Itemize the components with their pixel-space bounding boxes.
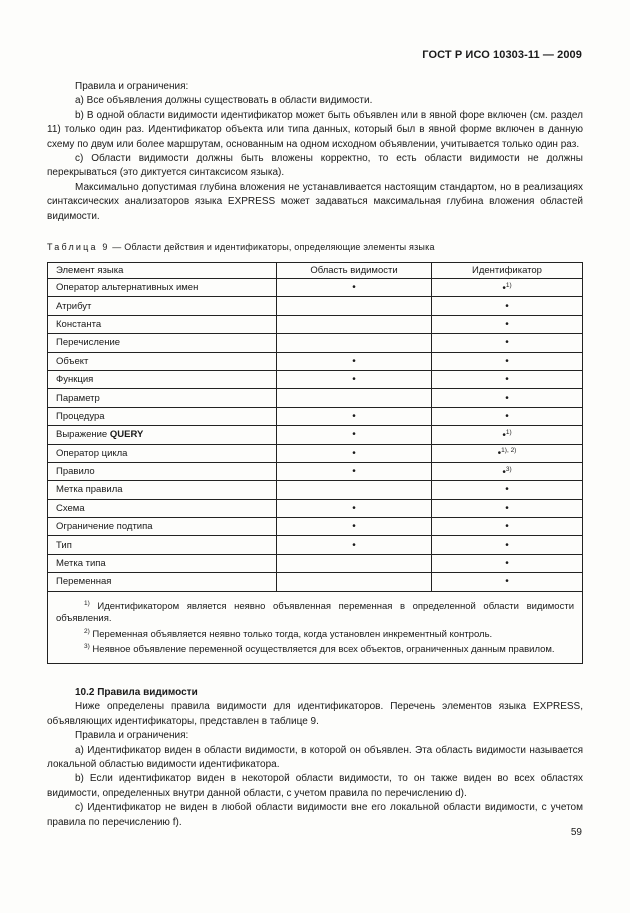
identifier-cell xyxy=(432,352,583,370)
identifier-mark: • xyxy=(505,521,509,533)
footnotes-cell xyxy=(48,591,583,663)
element-name-cell xyxy=(48,297,277,315)
element-name: Тип xyxy=(56,539,72,551)
identifier-mark: • xyxy=(502,429,506,441)
element-name: Перечисление xyxy=(56,337,121,349)
element-name-cell xyxy=(48,499,277,517)
element-name: Процедура xyxy=(56,410,105,422)
scope-cell: • xyxy=(277,444,432,462)
element-name-cell xyxy=(48,444,277,462)
identifier-cell xyxy=(432,462,583,480)
identifier-cell xyxy=(432,407,583,425)
scope-cell: • xyxy=(277,499,432,517)
element-name: Правило xyxy=(56,466,95,478)
element-name-cell xyxy=(48,370,277,388)
identifier-mark: • xyxy=(505,300,509,312)
element-name-cell xyxy=(48,426,277,444)
element-name-cell xyxy=(48,352,277,370)
identifier-mark: • xyxy=(502,466,506,478)
section-title: 10.2 Правила видимости xyxy=(75,687,198,698)
identifier-mark: • xyxy=(505,484,509,496)
table-row xyxy=(48,334,583,352)
identifier-mark: • xyxy=(505,374,509,386)
header-identifier: Идентификатор xyxy=(432,263,583,279)
footnote-1 xyxy=(56,598,574,626)
scope-cell xyxy=(277,334,432,352)
element-name: Объект xyxy=(56,355,89,367)
identifier-mark: • xyxy=(505,318,509,330)
element-name-cell xyxy=(48,536,277,554)
identifier-mark: • xyxy=(497,448,502,460)
element-name-cell xyxy=(48,518,277,536)
element-name-cell xyxy=(48,481,277,499)
table-row xyxy=(48,389,583,407)
element-name: Переменная xyxy=(56,576,112,588)
element-name-cell xyxy=(48,407,277,425)
element-name: Константа xyxy=(56,318,102,330)
identifier-mark: • xyxy=(505,355,509,367)
identifier-cell xyxy=(432,426,583,444)
rule-a: a) Все объявления должны существовать в области видимости. xyxy=(75,95,373,107)
table-row xyxy=(48,444,583,462)
section-intro: Ниже определены правила видимости для идентификаторов. Перечень элементов языка EXPRESS, объявляющих идентификаторы, представлен в таблице 9. xyxy=(47,701,583,727)
table-row xyxy=(48,426,583,444)
element-name: Оператор альтернативных имен xyxy=(56,282,199,294)
table-body xyxy=(48,279,583,592)
identifier-cell xyxy=(432,389,583,407)
element-name-keyword: QUERY xyxy=(109,429,144,441)
table-caption-number: Таблица 9 xyxy=(47,242,110,252)
page-number: 59 xyxy=(570,827,582,838)
scope-cell xyxy=(277,297,432,315)
table-header-row xyxy=(48,263,583,279)
scope-cell: • xyxy=(277,536,432,554)
element-name-cell xyxy=(48,334,277,352)
element-name: Метка типа xyxy=(56,558,106,570)
scope-cell xyxy=(277,554,432,572)
table-row xyxy=(48,518,583,536)
document-header: ГОСТ Р ИСО 10303-11 — 2009 xyxy=(422,49,582,61)
identifier-mark: • xyxy=(505,558,509,570)
section-rules-heading: Правила и ограничения: xyxy=(75,730,189,742)
identifier-mark: • xyxy=(505,502,509,514)
identifier-cell xyxy=(432,297,583,315)
table-row xyxy=(48,315,583,333)
top-text-block xyxy=(47,80,583,224)
table-row xyxy=(48,536,583,554)
footnote-2-mark: 2) xyxy=(84,627,90,635)
footnote-2-text: Переменная объявляется неявно только тогда, когда установлен инкрементный контроль. xyxy=(89,628,493,640)
element-name: Ограничение подтипа xyxy=(56,521,153,533)
element-name: Выражение xyxy=(56,429,108,441)
scope-identifier-table xyxy=(47,262,583,664)
footnote-1-mark: 1) xyxy=(84,599,90,607)
scope-cell: • xyxy=(277,279,432,297)
footnote-3-text: Неявное объявление переменной осуществляется для всех объектов, ограниченных данным правилом. xyxy=(89,644,555,656)
table-caption-text: — Области действия и идентификаторы, определяющие элементы языка xyxy=(109,242,435,252)
identifier-mark: • xyxy=(502,282,506,294)
identifier-cell xyxy=(432,315,583,333)
table-row xyxy=(48,499,583,517)
scope-cell: • xyxy=(277,426,432,444)
identifier-cell xyxy=(432,573,583,591)
footnote-1-text: Идентификатором является неявно объявленная переменная в определенной области видимости объявления. xyxy=(56,600,574,625)
identifier-cell xyxy=(432,499,583,517)
scope-cell: • xyxy=(277,518,432,536)
element-name: Схема xyxy=(56,502,85,514)
scope-cell xyxy=(277,315,432,333)
element-name-cell xyxy=(48,573,277,591)
scope-cell: • xyxy=(277,407,432,425)
section-rule-b: b) Если идентификатор виден в некоторой области видимости, то он также виден во всех областях видимости, определенных внутри данной области, с учетом правила по перечислению d). xyxy=(47,773,583,799)
footnotes-row xyxy=(48,591,583,663)
section-rule-c: c) Идентификатор не виден в любой области видимости вне его локальной области видимости, с учетом правила по перечислению f). xyxy=(47,802,583,828)
identifier-cell xyxy=(432,554,583,572)
header-scope: Область видимости xyxy=(277,263,432,279)
element-name-cell xyxy=(48,315,277,333)
nesting-paragraph: Максимально допустимая глубина вложения не устанавливается настоящим стандартом, но в реализациях синтаксических анализаторов языка EXPRESS может задаваться максимальная глубина вложения областей видимости. xyxy=(47,181,583,222)
element-name-cell xyxy=(48,279,277,297)
identifier-mark: • xyxy=(505,392,509,404)
table-row xyxy=(48,352,583,370)
table-row xyxy=(48,462,583,480)
footnote-3-mark: 3) xyxy=(84,643,90,651)
footnote-2 xyxy=(56,626,574,642)
identifier-cell xyxy=(432,518,583,536)
table-row xyxy=(48,554,583,572)
element-name: Функция xyxy=(56,374,94,386)
element-name-cell xyxy=(48,389,277,407)
scope-cell xyxy=(277,573,432,591)
footnote-3 xyxy=(56,641,574,657)
identifier-cell xyxy=(432,444,583,462)
table-row xyxy=(48,481,583,499)
table-row xyxy=(48,573,583,591)
footnote-ref: 3) xyxy=(505,465,512,473)
identifier-cell xyxy=(432,536,583,554)
table-caption xyxy=(47,242,435,252)
footnote-ref: 1) xyxy=(505,428,512,436)
header-element: Элемент языка xyxy=(48,263,277,279)
element-name-cell xyxy=(48,554,277,572)
table-row xyxy=(48,370,583,388)
identifier-cell xyxy=(432,334,583,352)
scope-cell xyxy=(277,481,432,499)
scope-cell: • xyxy=(277,352,432,370)
table-row xyxy=(48,407,583,425)
element-name: Атрибут xyxy=(56,300,92,312)
rules-heading: Правила и ограничения: xyxy=(75,81,189,92)
identifier-mark: • xyxy=(505,576,509,588)
table-row xyxy=(48,279,583,297)
identifier-mark: • xyxy=(505,410,509,422)
identifier-cell xyxy=(432,279,583,297)
scope-cell: • xyxy=(277,370,432,388)
scope-cell: • xyxy=(277,462,432,480)
footnote-ref: 1) xyxy=(505,281,512,289)
identifier-mark: • xyxy=(505,539,509,551)
scope-cell xyxy=(277,389,432,407)
identifier-cell xyxy=(432,370,583,388)
element-name: Метка правила xyxy=(56,484,123,496)
element-name: Параметр xyxy=(56,392,100,404)
rule-c: c) Области видимости должны быть вложены корректно, то есть области видимости не должны перекрываться (это диктуется синтаксисом языка). xyxy=(47,153,583,179)
rule-b: b) В одной области видимости идентификатор может быть объявлен или в явной форе включен (см. раздел 11) только один раз. Идентификатор объекта или типа данных, который был в явной форме включен в данную схему по двум или более маршрутам, основанным на одном исходном объявлении, учитывается только один раз. xyxy=(47,109,583,150)
section-rule-a: a) Идентификатор виден в области видимости, в которой он объявлен. Эта область видимости называется локальной областью видимости идентификатора. xyxy=(47,744,583,771)
element-name-cell xyxy=(48,462,277,480)
section-10-2 xyxy=(47,686,583,830)
footnote-ref: 1), 2) xyxy=(501,447,517,455)
table-row xyxy=(48,297,583,315)
identifier-cell xyxy=(432,481,583,499)
identifier-mark: • xyxy=(505,337,509,349)
element-name: Оператор цикла xyxy=(56,447,128,459)
